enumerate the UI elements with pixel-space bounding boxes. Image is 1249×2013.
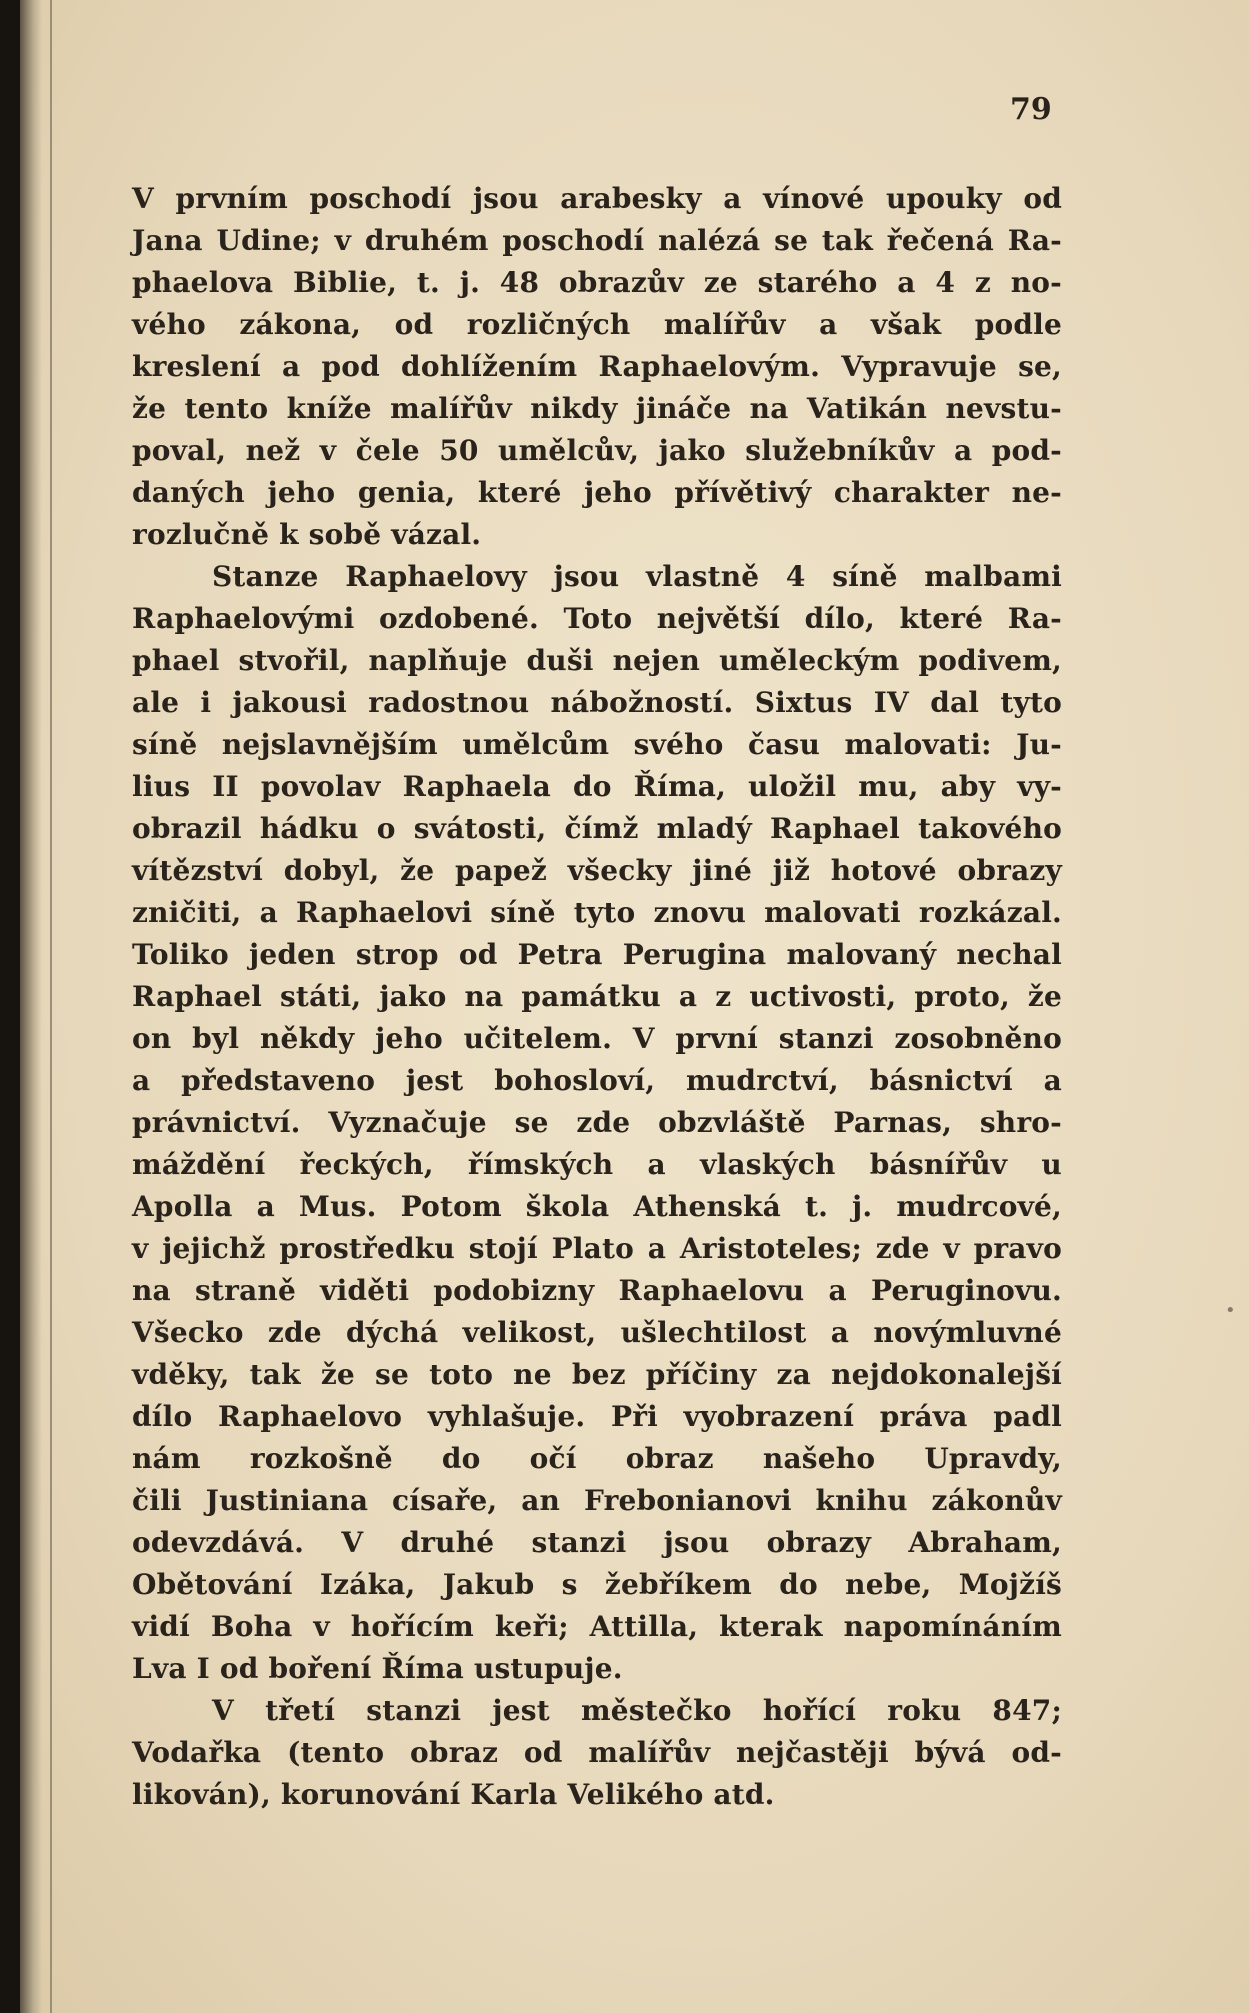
text-line: kreslení a pod dohlížením Raphaelovým. Vypravuje se, [132, 350, 1062, 383]
text-line: vítězství dobyl, že papež všecky jiné již hotové obrazy [132, 854, 1062, 887]
page-fold-line [50, 0, 52, 2013]
text-line: daných jeho genia, které jeho přívětivý charakter ne- [132, 476, 1062, 509]
text-line: ale i jakousi radostnou nábožností. Sixtus IV dal tyto [132, 686, 1062, 719]
text-line: rozlučně k sobě vázal. [132, 518, 482, 551]
text-line: vděky, tak že se toto ne bez příčiny za nejdokonalejší [132, 1358, 1062, 1391]
scanned-page [20, 0, 1249, 2013]
text-line: Všecko zde dýchá velikost, ušlechtilost a novýmluvné [132, 1316, 1062, 1349]
text-line: on byl někdy jeho učitelem. V první stanzi zosobněno [132, 1022, 1062, 1055]
text-line: nám rozkošně do očí obraz našeho Upravdy, [132, 1442, 1062, 1475]
text-line: Raphaelovými ozdobené. Toto největší dílo, které Ra- [132, 602, 1062, 635]
text-line: phaelova Biblie, t. j. 48 obrazův ze starého a 4 z no- [132, 266, 1062, 299]
text-line: obrazil hádku o svátosti, čímž mladý Raphael takového [132, 812, 1062, 845]
text-line: na straně viděti podobizny Raphaelovu a Peruginovu. [132, 1274, 1062, 1307]
text-line: dílo Raphaelovo vyhlašuje. Při vyobrazení práva padl [132, 1400, 1062, 1433]
text-line: že tento kníže malířův nikdy jináče na Vatikán nevstu- [132, 392, 1062, 425]
book-binding [0, 0, 20, 2013]
text-line: lius II povolav Raphaela do Říma, uložil mu, aby vy- [132, 770, 1062, 803]
text-line: Toliko jeden strop od Petra Perugina malovaný nechal [132, 938, 1062, 971]
text-line: Vodařka (tento obraz od malířův nejčastěji bývá od- [132, 1736, 1062, 1769]
page-number: 79 [1010, 92, 1052, 127]
text-line: právnictví. Vyznačuje se zde obzvláště Parnas, shro- [132, 1106, 1062, 1139]
text-line: odevzdává. V druhé stanzi jsou obrazy Abraham, [132, 1526, 1062, 1559]
text-line: síně nejslavnějším umělcům svého času malovati: Ju- [132, 728, 1062, 761]
text-line: V prvním poschodí jsou arabesky a vínové upouky od [132, 182, 1062, 215]
text-line: vého zákona, od rozličných malířův a však podle [132, 308, 1062, 341]
text-line: likován), korunování Karla Velikého atd. [132, 1778, 775, 1811]
text-line: Raphael státi, jako na památku a z uctivosti, proto, že [132, 980, 1062, 1013]
text-line: poval, než v čele 50 umělcův, jako služebníkův a pod- [132, 434, 1062, 467]
text-line: a představeno jest bohosloví, mudrctví, básnictví a [132, 1064, 1062, 1097]
text-line: zničiti, a Raphaelovi síně tyto znovu malovati rozkázal. [132, 896, 1062, 929]
text-line: máždění řeckých, římských a vlaských básnířův u [132, 1148, 1062, 1181]
body-text [132, 178, 1062, 1816]
text-line: Jana Udine; v druhém poschodí nalézá se tak řečená Ra- [132, 224, 1062, 257]
gutter-shadow [20, 0, 42, 2013]
text-line: vidí Boha v hořícím keři; Attilla, kterak napomínáním [132, 1610, 1062, 1643]
text-line: Obětování Izáka, Jakub s žebříkem do nebe, Mojžíš [132, 1568, 1062, 1601]
text-line: v jejichž prostředku stojí Plato a Aristoteles; zde v pravo [132, 1232, 1062, 1265]
text-line: Lva I od boření Říma ustupuje. [132, 1652, 623, 1685]
margin-speck: • [1225, 1300, 1236, 1321]
text-line: phael stvořil, naplňuje duši nejen uměleckým podivem, [132, 644, 1062, 677]
paragraph-start-line: V třetí stanzi jest městečko hořící roku 847; [212, 1694, 1062, 1727]
paragraph-start-line: Stanze Raphaelovy jsou vlastně 4 síně malbami [212, 560, 1062, 593]
text-line: Apolla a Mus. Potom škola Athenská t. j. mudrcové, [132, 1190, 1062, 1223]
text-line: čili Justiniana císaře, an Frebonianovi knihu zákonův [132, 1484, 1062, 1517]
